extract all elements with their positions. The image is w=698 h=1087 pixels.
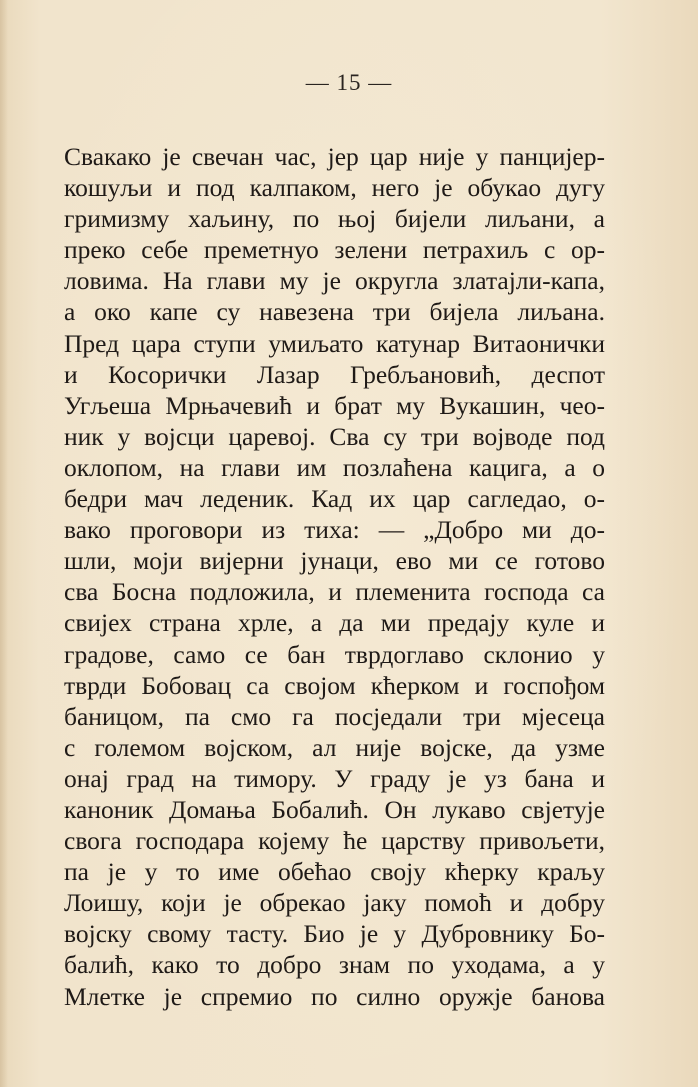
text-line: тврди Бобовац са својом кћерком и госпођом	[64, 670, 605, 700]
text-line: а око капе су навезена три бијела лиљана.	[64, 297, 605, 327]
page-body-text	[64, 141, 605, 1012]
text-line: сва Босна подложила, и племенита господа са	[64, 577, 605, 607]
text-line: оклопом, на глави им позлаћена кацига, а о	[64, 452, 605, 482]
text-line: преко себе преметнуо зелени петрахиљ с ор-	[64, 235, 605, 265]
page-edge-shadow	[0, 0, 8, 1087]
text-line: Угљеша Мрњачевић и брат му Вукашин, чео-	[64, 390, 605, 420]
text-line: кошуљи и под калпаком, него је обукао дугу	[64, 173, 605, 203]
page-number: — 15 —	[305, 70, 393, 95]
text-line: шли, моји вијерни јунаци, ево ми се готово	[64, 546, 605, 576]
text-line: па је у то име обећао своју кћерку краљу	[64, 857, 605, 887]
text-line: свога господара којему ће царству привољети,	[64, 826, 605, 856]
text-line: градове, само се бан тврдоглаво склонио у	[64, 639, 605, 669]
text-line: Лоишу, који је обрекао јаку помоћ и добру	[64, 888, 605, 918]
text-line: и Косорички Лазар Гребљановић, деспот	[64, 359, 605, 389]
text-line: Свакако је свечан час, јер цар није у панцијер-	[64, 142, 605, 171]
text-line: баницом, па смо га посједали три мјесеца	[64, 701, 605, 731]
text-line: бедри мач леденик. Кад их цар сагледао, о-	[64, 484, 605, 514]
text-line: балић, како то добро знам по уходама, а у	[64, 950, 605, 980]
text-line: Млетке је спремио по силно оружје банова	[64, 981, 605, 1011]
text-line: с големом војском, ал није војске, да узме	[64, 732, 605, 762]
text-line: војску свому тасту. Био је у Дубровнику Бо-	[64, 919, 605, 949]
text-line: каноник Домања Бобалић. Он лукаво свјетује	[64, 794, 605, 824]
text-line: ловима. На глави му је округла златајли-капа,	[64, 266, 605, 296]
text-line: Пред цара ступи умиљато катунар Витаонички	[64, 328, 605, 358]
text-line: ник у војсци царевој. Сва су три војводе под	[64, 421, 605, 451]
text-line: свијех страна хрле, а да ми предају куле и	[64, 608, 605, 638]
text-line: гримизму хаљину, по њој бијели лиљани, а	[64, 204, 605, 234]
text-line: вако проговори из тиха: — „Добро ми до-	[64, 515, 605, 545]
text-line: онај град на тимору. У граду је уз бана и	[64, 763, 605, 793]
